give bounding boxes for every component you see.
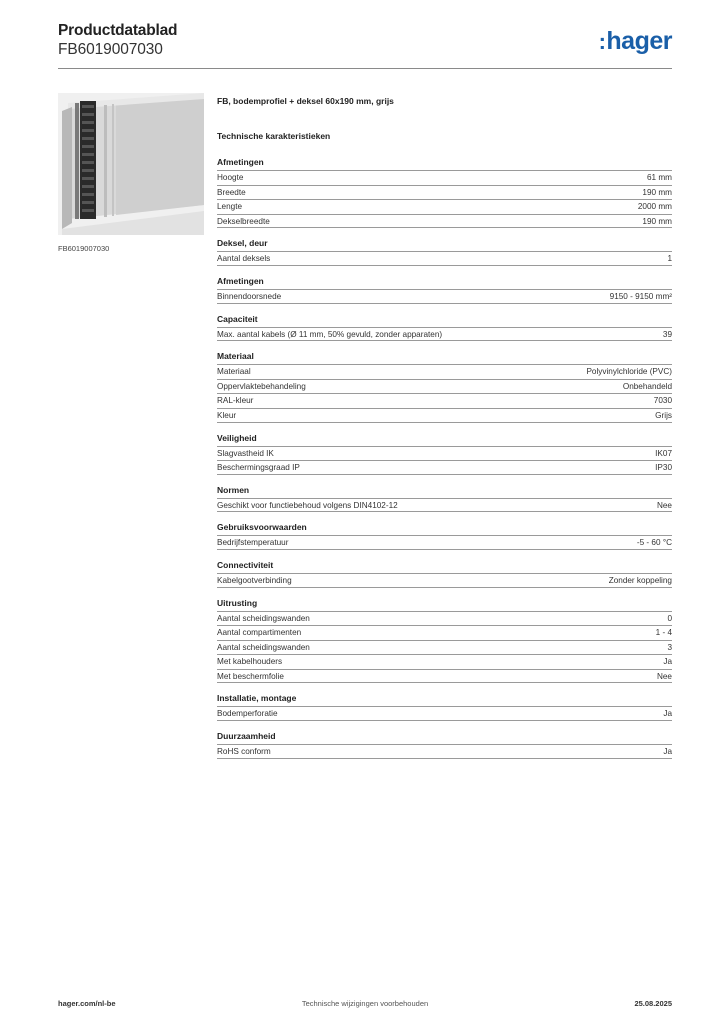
spec-label: Aantal scheidingswanden xyxy=(217,613,310,623)
spec-label: Oppervlaktebehandeling xyxy=(217,381,306,391)
spec-row xyxy=(217,379,672,394)
spec-row xyxy=(217,535,672,550)
spec-table xyxy=(217,289,672,304)
spec-row xyxy=(217,408,672,423)
spec-section xyxy=(217,598,672,684)
spec-table xyxy=(217,364,672,422)
section-title: Installatie, montage xyxy=(217,693,297,704)
section-title: Materiaal xyxy=(217,351,254,362)
spec-value: Nee xyxy=(656,671,672,681)
spec-value: Ja xyxy=(663,709,672,719)
spec-value: Zonder koppeling xyxy=(608,575,672,585)
spec-value: 61 mm xyxy=(646,173,672,182)
footer-website[interactable]: hager.com/nl-be xyxy=(58,999,116,1008)
spec-label: Binnendoorsnede xyxy=(217,291,282,301)
spec-label: Bedrijfstemperatuur xyxy=(217,538,289,548)
spec-value: IK07 xyxy=(655,448,672,458)
spec-row xyxy=(217,640,672,655)
spec-value: 7030 xyxy=(653,396,672,406)
spec-row xyxy=(217,611,672,626)
section-title: Normen xyxy=(217,484,250,495)
spec-label: Aantal deksels xyxy=(217,254,271,264)
hager-logo: :hager xyxy=(598,27,672,55)
spec-label: RoHS conform xyxy=(217,747,271,757)
spec-row xyxy=(217,654,672,669)
spec-value: 190 mm xyxy=(642,216,672,226)
product-image xyxy=(58,93,204,235)
spec-table xyxy=(217,535,672,550)
product-code: FB6019007030 xyxy=(58,41,163,58)
spec-row xyxy=(217,625,672,640)
header-divider xyxy=(58,68,672,69)
spec-value: Nee xyxy=(656,500,672,510)
spec-row xyxy=(217,289,672,304)
spec-label: Kleur xyxy=(217,410,237,420)
section-title: Deksel, deur xyxy=(217,238,268,249)
spec-section xyxy=(217,157,672,228)
spec-table xyxy=(217,611,672,684)
spec-value: 9150 - 9150 mm² xyxy=(609,291,672,301)
section-title: Afmetingen xyxy=(217,157,264,167)
spec-table xyxy=(217,744,672,759)
section-title: Capaciteit xyxy=(217,313,258,324)
spec-row xyxy=(217,460,672,475)
spec-value: IP30 xyxy=(655,463,672,473)
tech-heading: Technische karakteristieken xyxy=(217,131,331,141)
spec-row xyxy=(217,364,672,379)
spec-label: Materiaal xyxy=(217,367,251,377)
spec-row xyxy=(217,327,672,342)
image-caption: FB6019007030 xyxy=(58,244,110,253)
section-title: Duurzaamheid xyxy=(217,731,276,742)
spec-label: Aantal compartimenten xyxy=(217,628,302,638)
footer-date: 25.08.2025 xyxy=(634,999,672,1008)
spec-table xyxy=(217,251,672,266)
spec-row xyxy=(217,199,672,214)
spec-section xyxy=(217,485,672,513)
spec-row xyxy=(217,251,672,266)
spec-row xyxy=(217,170,672,185)
logo-text: hager xyxy=(606,27,672,55)
spec-label: Max. aantal kabels (Ø 11 mm, 50% gevuld, zonder apparaten) xyxy=(217,329,443,339)
spec-value: 3 xyxy=(667,642,672,652)
section-title: Afmetingen xyxy=(217,275,264,286)
section-title: Connectiviteit xyxy=(217,559,274,570)
spec-label: Hoogte xyxy=(217,173,244,182)
spec-sections xyxy=(217,157,672,759)
spec-label: Kabelgootverbinding xyxy=(217,575,292,585)
document-title: Productdatablad xyxy=(58,22,178,39)
spec-row xyxy=(217,446,672,461)
spec-value: -5 - 60 °C xyxy=(636,538,672,548)
spec-section xyxy=(217,314,672,342)
spec-value: 190 mm xyxy=(642,187,672,197)
spec-section xyxy=(217,731,672,759)
spec-row xyxy=(217,185,672,200)
product-description: FB, bodemprofiel + deksel 60x190 mm, grijs xyxy=(217,96,394,106)
spec-table xyxy=(217,446,672,475)
spec-value: 0 xyxy=(667,613,672,623)
spec-table xyxy=(217,498,672,513)
spec-row xyxy=(217,214,672,229)
spec-label: Met beschermfolie xyxy=(217,671,284,681)
spec-value: 1 xyxy=(667,254,672,264)
spec-label: Aantal scheidingswanden xyxy=(217,642,310,652)
spec-label: Breedte xyxy=(217,187,246,197)
spec-section xyxy=(217,351,672,422)
spec-label: Bodemperforatie xyxy=(217,709,278,719)
spec-row xyxy=(217,393,672,408)
spec-section xyxy=(217,238,672,266)
spec-section xyxy=(217,276,672,304)
spec-row xyxy=(217,669,672,684)
spec-label: RAL-kleur xyxy=(217,396,254,406)
spec-label: Beschermingsgraad IP xyxy=(217,463,300,473)
spec-section xyxy=(217,433,672,475)
section-title: Gebruiksvoorwaarden xyxy=(217,522,307,533)
spec-label: Dekselbreedte xyxy=(217,216,270,226)
spec-section xyxy=(217,693,672,721)
spec-table xyxy=(217,706,672,721)
spec-value: Onbehandeld xyxy=(622,381,672,391)
spec-section xyxy=(217,522,672,550)
spec-value: Ja xyxy=(663,657,672,667)
spec-table xyxy=(217,327,672,342)
spec-value: 2000 mm xyxy=(637,202,672,212)
product-details xyxy=(217,96,672,769)
section-title: Veiligheid xyxy=(217,432,257,443)
cable-duct-illustration xyxy=(58,93,204,235)
spec-row xyxy=(217,573,672,588)
footer-note: Technische wijzigingen voorbehouden xyxy=(301,999,429,1008)
spec-value: Polyvinylchloride (PVC) xyxy=(586,367,672,377)
spec-row xyxy=(217,706,672,721)
spec-row xyxy=(217,498,672,513)
spec-label: Met kabelhouders xyxy=(217,657,283,667)
spec-section xyxy=(217,560,672,588)
page-header xyxy=(58,22,672,68)
spec-table xyxy=(217,573,672,588)
spec-label: Lengte xyxy=(217,202,243,212)
spec-value: Ja xyxy=(663,747,672,757)
spec-value: Grijs xyxy=(655,410,672,420)
spec-value: 1 - 4 xyxy=(655,628,672,638)
spec-table xyxy=(217,170,672,228)
spec-value: 39 xyxy=(662,329,672,339)
section-title: Uitrusting xyxy=(217,597,258,608)
spec-label: Geschikt voor functiebehoud volgens DIN4102-12 xyxy=(217,500,398,510)
spec-row xyxy=(217,744,672,759)
spec-label: Slagvastheid IK xyxy=(217,448,274,458)
